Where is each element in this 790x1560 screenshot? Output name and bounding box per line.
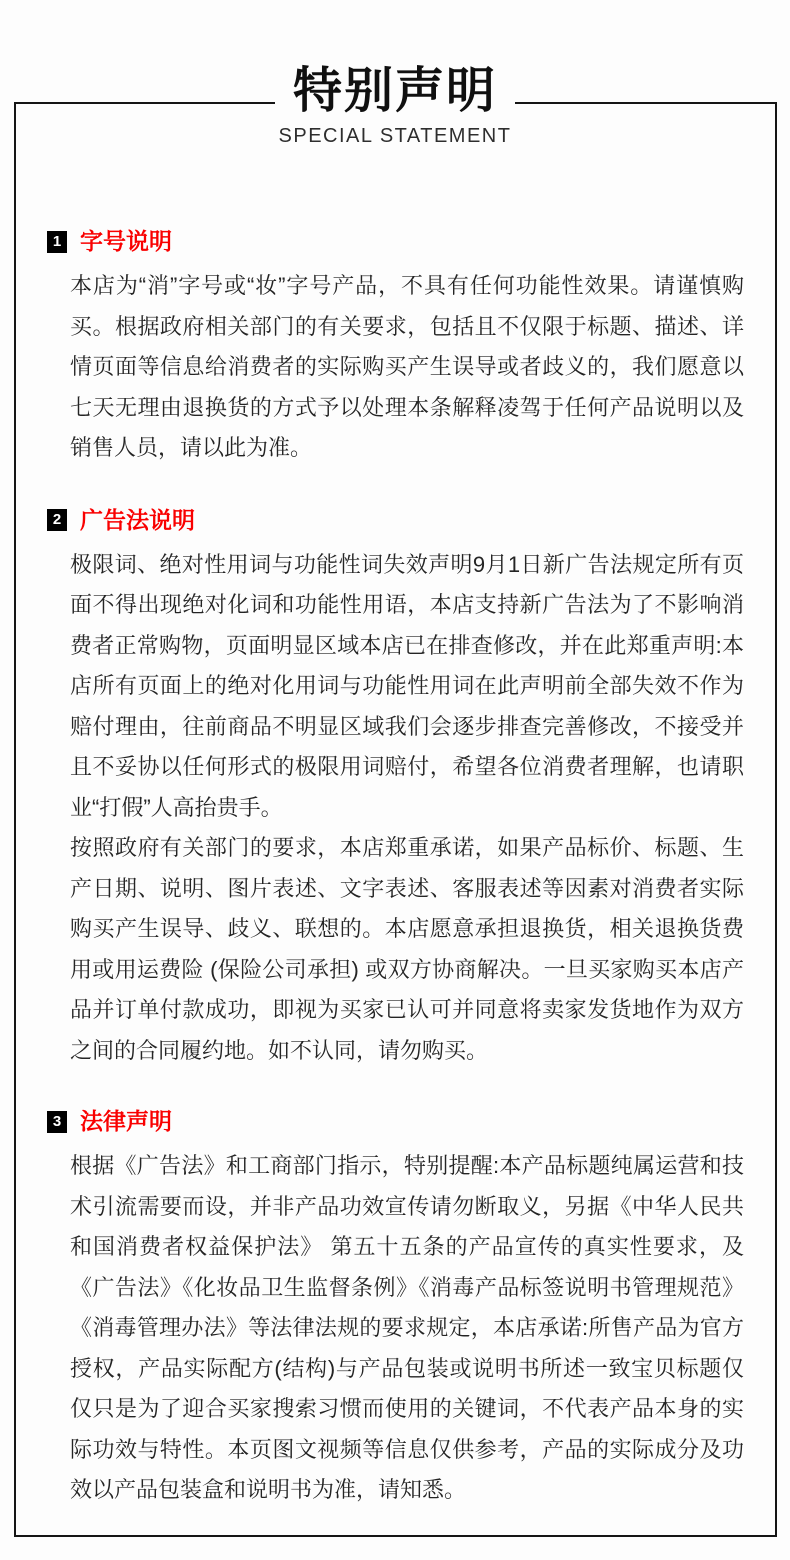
section-heading-row <box>47 506 771 533</box>
section-heading: 法律声明 <box>80 1108 172 1134</box>
section-number-badge: 2 <box>47 509 67 531</box>
page-subtitle: SPECIAL STATEMENT <box>278 125 512 147</box>
section-heading-row <box>47 230 771 253</box>
paragraph: 按照政府有关部门的要求，本店郑重承诺，如果产品标价、标题、生产日期、说明、图片表述、文字表述、客服表述等因素对消费者实际购买产生误导、歧义、联想的。本店愿意承担退换货，相关退换货费用或用运费险 (保险公司承担) 或双方协商解决。一旦买家购买本店产品并订单付款成功，即视为买家已认可并同意将卖家发货地作为双方之间的合同履约地。如不认同，请勿购买。 <box>70 835 744 1063</box>
section-heading: 字号说明 <box>80 228 172 254</box>
section-heading: 广告法说明 <box>80 506 195 533</box>
section-ad-law-statement <box>47 506 771 1072</box>
statement-sections <box>16 104 771 1511</box>
page-title: 特别声明 <box>275 64 515 118</box>
section-font-size-statement <box>47 230 771 469</box>
title-block <box>0 0 790 147</box>
section-heading-row <box>47 1110 771 1133</box>
paragraph: 根据《广告法》和工商部门指示，特别提醒:本产品标题纯属运营和技术引流需要而设，并非产品功效宣传请勿断取义，另据《中华人民共和国消费者权益保护法》 第五十五条的产品宣传的真实性要求，及《广告法》《化妆品卫生监督条例》《消毒产品标签说明书管理规范》《消毒管理办法》等法律法规的要求规定，本店承诺:所售产品为官方授权，产品实际配方(结构)与产品包装或说明书所述一致宝贝标题仅仅只是为了迎合买家搜索习惯而使用的关键词，不代表产品本身的实际功效与特性。本页图文视频等信息仅供参考，产品的实际成分及功效以产品包装盒和说明书为准，请知悉。 <box>70 1153 744 1502</box>
paragraph: 极限词、绝对性用词与功能性词失效声明9月1日新广告法规定所有页面不得出现绝对化词和功能性用语，本店支持新广告法为了不影响消费者正常购物，页面明显区域本店已在排查修改，并在此郑重声明:本店所有页面上的绝对化用词与功能性用词在此声明前全部失效不作为赔付理由，往前商品不明显区域我们会逐步排查完善修改，不接受并且不妥协以任何形式的极限用词赔付，希望各位消费者理解，也请职业“打假”人高抬贵手。 <box>70 551 744 820</box>
paragraph: 本店为“消”字号或“妆”字号产品，不具有任何功能性效果。请谨慎购买。根据政府相关部门的有关要求，包括且不仅限于标题、描述、详情页面等信息给消费者的实际购买产生误导或者歧义的，我们愿意以七天无理由退换货的方式予以处理本条解释凌驾于任何产品说明以及销售人员，请以此为准。 <box>70 273 744 460</box>
section-legal-statement <box>47 1110 771 1511</box>
section-number-badge: 3 <box>47 1111 67 1133</box>
section-number-badge: 1 <box>47 231 67 253</box>
